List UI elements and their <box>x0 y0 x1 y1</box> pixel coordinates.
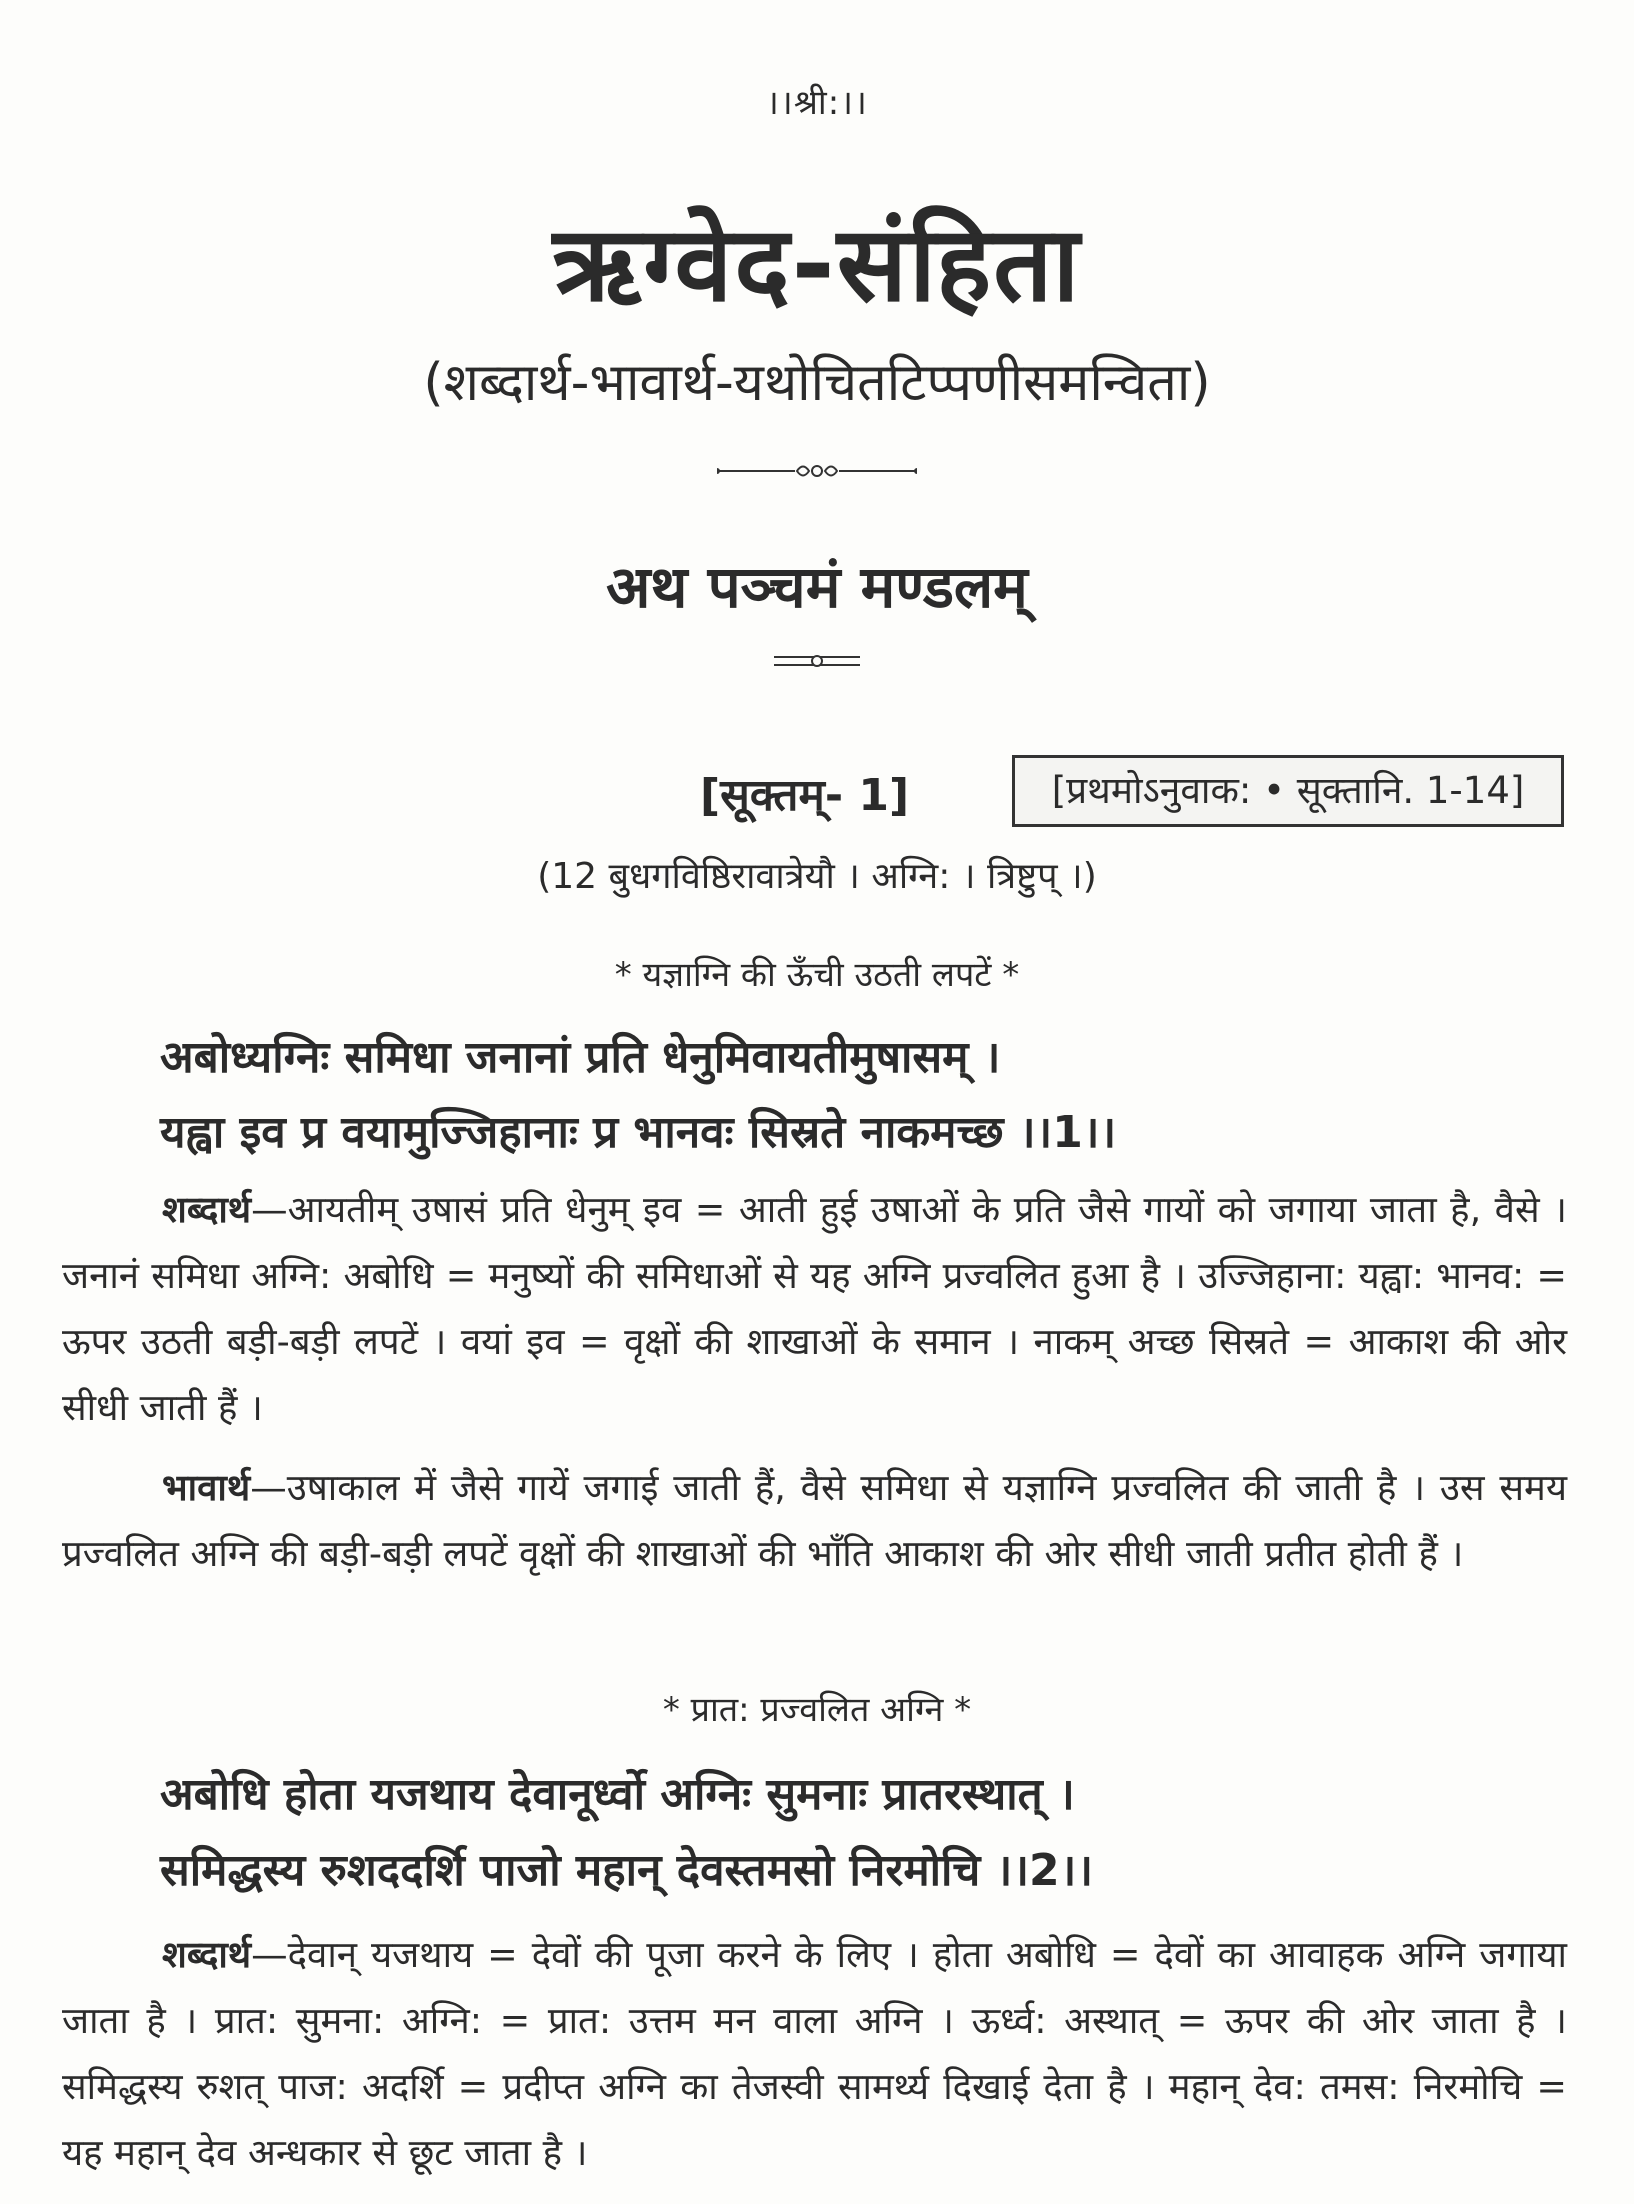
bhavartha-label: भावार्थ <box>162 1466 251 1509</box>
mandala-heading: अथ पञ्चमं मण्डलम् <box>606 553 1028 621</box>
shabdartha-paragraph <box>62 1177 1567 1441</box>
ornament-divider-icon <box>0 460 1634 482</box>
shabdartha-paragraph <box>62 1922 1567 2186</box>
sukta-header <box>0 755 1634 835</box>
verse-topic: * प्रात: प्रज्वलित अग्नि * <box>662 1690 972 1730</box>
page-title: ऋग्वेद-संहिता <box>552 203 1082 325</box>
shabdartha-label: शब्दार्थ <box>162 1933 252 1976</box>
verse-line: यह्वा इव प्र वयामुज्जिहानाः प्र भानवः सिस्रते नाकमच्छ ।।1।। <box>160 1107 1117 1158</box>
invocation: ।।श्री:।। <box>766 83 868 123</box>
anuvaka-box: [प्रथमोऽनुवाक: • सूक्तानि. 1-14] <box>1012 755 1564 827</box>
ornament-divider-small-icon <box>0 650 1634 672</box>
bhavartha-text: —उषाकाल में जैसे गायें जगाई जाती हैं, वैसे समिधा से यज्ञाग्नि प्रज्वलित की जाती है । उस समय प्रज्वलित अग्नि की बड़ी-बड़ी लपटें वृक्षों की शाखाओं की भाँति आकाश की ओर सीधी जाती प्रतीत होती हैं । <box>62 1466 1567 1575</box>
verse-line: अबोध्यग्निः समिधा जनानां प्रति धेनुमिवायतीमुषासम् । <box>160 1032 1001 1083</box>
sukta-meta: (12 बुधगविष्ठिरावात्रेयौ । अग्नि: । त्रिष्टुप् ।) <box>537 856 1097 897</box>
shabdartha-text: —आयतीम् उषासं प्रति धेनुम् इव = आती हुई उषाओं के प्रति जैसे गायों को जगाया जाता है, वैसे । जनानं समिधा अग्नि: अबोधि = मनुष्यों की समिधाओं से यह अग्नि प्रज्वलित हुआ है । उज्जिहाना: यह्वा: भानव: = ऊपर उठती बड़ी-बड़ी लपटें । वयां इव = वृक्षों की शाखाओं के समान । नाकम् अच्छ सिस्रते = आकाश की ओर सीधी जाती हैं । <box>62 1188 1567 1429</box>
bhavartha-paragraph <box>62 1455 1567 1587</box>
verse-line: समिद्धस्य रुशददर्शि पाजो महान् देवस्तमसो निरमोचि ।।2।। <box>160 1845 1094 1896</box>
subtitle: (शब्दार्थ-भावार्थ-यथोचितटिप्पणीसमन्विता) <box>423 353 1211 413</box>
shabdartha-label: शब्दार्थ <box>162 1188 252 1231</box>
verse-line: अबोधि होता यजथाय देवानूर्ध्वो अग्निः सुमनाः प्रातरस्थात् । <box>160 1769 1075 1820</box>
sukta-label: [सूक्तम्- 1] <box>700 770 910 821</box>
verse-topic: * यज्ञाग्नि की ऊँची उठती लपटें * <box>614 955 1020 995</box>
shabdartha-text: —देवान् यजथाय = देवों की पूजा करने के लिए । होता अबोधि = देवों का आवाहक अग्नि जगाया जाता है । प्रात: सुमना: अग्नि: = प्रात: उत्तम मन वाला अग्नि । ऊर्ध्व: अस्थात् = ऊपर की ओर जाता है । समिद्धस्य रुशत् पाज: अदर्शि = प्रदीप्त अग्नि का तेजस्वी सामर्थ्य दिखाई देता है । महान् देव: तमस: निरमोचि = यह महान् देव अन्धकार से छूट जाता है । <box>62 1933 1567 2174</box>
